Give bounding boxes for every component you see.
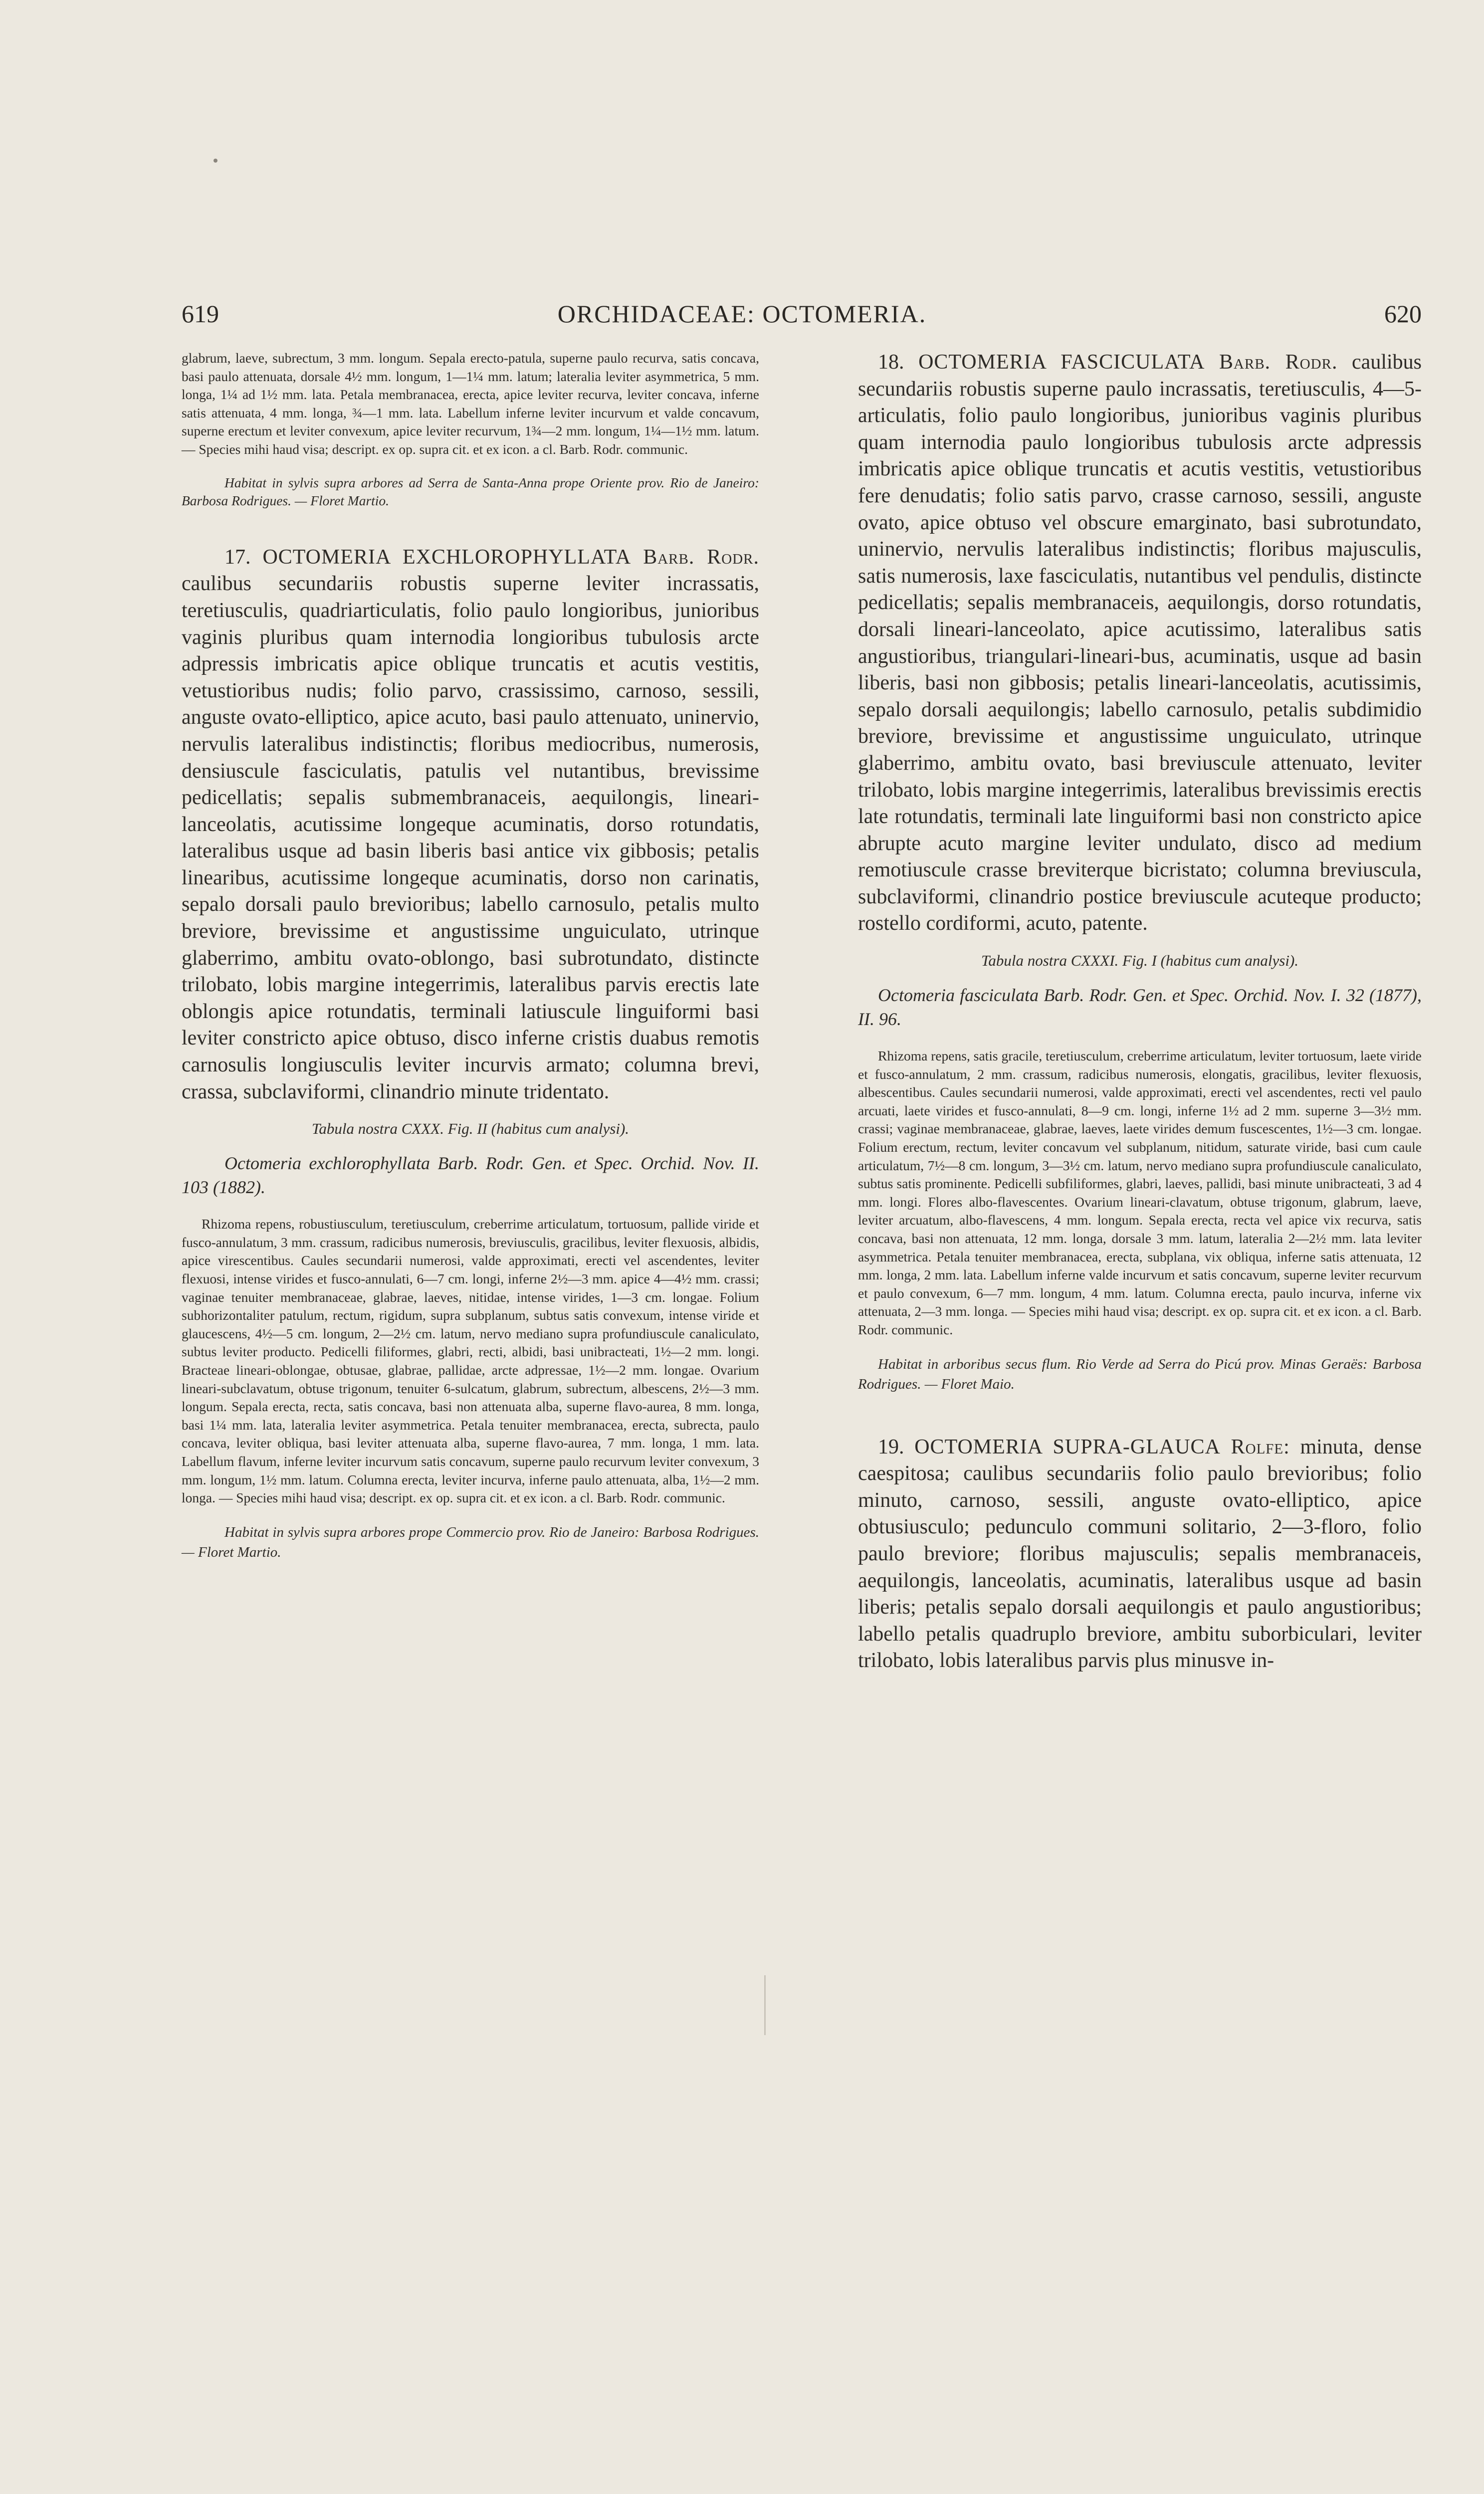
species-19-name: OCTOMERIA SUPRA-GLAUCA — [914, 1435, 1221, 1458]
species-19-author: Rolfe: — [1231, 1435, 1290, 1458]
species-17-synonym: Octomeria exchlorophyllata Barb. Rodr. Gen. et Spec. Orchid. Nov. II. 103 (1882). — [182, 1153, 759, 1198]
species-18-diagnosis: caulibus secundariis robustis superne paulo incrassatis, teretiusculis, 4—5-articulatis, folio paulo longioribus, junioribus vaginis pluribus quam internodia paulo longioribus tubulosis arcte adpressis imbricatis apice oblique truncatis et acutis vestitis, vetustioribus fere denudatis; folio satis parvo, crasse carnoso, sessili, anguste ovato, apice obtuso vel obscure emarginato, basi subrotundato, uninervio, nervulis lateralibus indistinctis; floribus majusculis, satis numerosis, laxe fasciculatis, nutantibus vel pendulis, distincte pedicellatis; sepalis membranaceis, aequilongis, dorso rotundatis, dorsali lineari-lanceolato, apice acutissimo, lateralibus satis angustioribus, triangulari-lineari-bus, acuminatis, usque ad basin liberis, basi non gibbosis; petalis lineari-lanceolatis, acutissimis, sepalo dorsali aequilongis; labello carnosulo, petalis subdimidio breviore, brevissime et angustissime unguiculato, utrinque glaberrimo, ambitu ovato, basi breviuscule attenuato, leviter trilobato, lobis margine integerrimis, lateralibus brevissimis erectis late rotundatis, terminali late linguiformi basi non constricto apice abrupte acuto margine leviter undulato, disco ad medium remotiuscule crasse breviterque bicristato; columna breviuscula, subclaviformi, clinandrio postice breviuscule acuteque producto; rostello cordiformi, acuto, patente. — [858, 351, 1422, 935]
species-19-diagnosis: minuta, dense caespitosa; caulibus secundariis folio paulo brevioribus; folio minuto, carnoso, sessili, anguste ovato-elliptico, apice obtusiusculo; pedunculo communi solitario, 2—3-floro, folio paulo breviore; floribus majusculis; sepalis membranaceis, aequilongis, lanceolatis, acuminatis, lateralibus usque ad basin liberis; petalis sepalo dorsali aequilongis et paulo angustioribus; labello petalis quadruplo breviore, ambitu suborbiculari, leviter trilobato, lobis lateralibus parvis plus minusve in- — [858, 1435, 1422, 1672]
right-column — [858, 349, 1422, 1674]
species-17-diagnosis: caulibus secundariis robustis superne leviter incrassatis, teretiusculis, quadriarticulatis, folio paulo longioribus, junioribus vaginis pluribus quam internodia longioribus tubulosis arcte adpressis imbricatis apice oblique truncatis et acutis vestitis, vetustioribus nudis; folio parvo, crassissimo, carnoso, sessili, anguste ovato-elliptico, apice acuto, basi paulo attenuato, uninervio, nervulis lateralibus indistinctis; floribus mediocribus, numerosis, densiuscule fasciculatis, patulis vel nutantibus, brevissime pedicellatis; sepalis submembranaceis, aequilongis, lineari-lanceolatis, acutissime longeque acuminatis, dorso rotundatis, lateralibus usque ad basin liberis basi antice vix gibbosis; petalis linearibus, acutissime longeque acuminatis, dorso non carinatis, sepalo dorsali paulo brevioribus; labello carnosulo, petalis multo breviore, brevissime et angustissime unguiculato, utrinque glaberrimo, ambitu ovato-oblongo, basi subrotundato, distincte trilobato, lobis margine integerrimis, lateralibus parvis erectis late oblongis apice rotundatis, terminali latiuscule linguiformi basi leviter constricto apice obtuso, disco inferne cristis duabus remotis carnosulis longiusculis leviter incurvis armato; columna brevi, crassa, subclaviformi, clinandrio minute tridentato. — [182, 572, 759, 1103]
left-page-number: 619 — [182, 300, 219, 328]
species-18-tabula: Tabula nostra CXXXI. Fig. I (habitus cum analysi). — [981, 952, 1299, 970]
species-17-heading — [182, 544, 759, 1105]
species-18-number: 18. — [878, 351, 904, 374]
page-header — [0, 299, 1484, 339]
species-19-heading — [858, 1434, 1422, 1674]
species-18-heading — [858, 349, 1422, 937]
left-column — [182, 349, 759, 1562]
species-18-name: OCTOMERIA FASCICULATA — [918, 351, 1205, 374]
running-title: ORCHIDACEAE: OCTOMERIA. — [557, 300, 927, 328]
species-18-author: Barb. Rodr. — [1219, 351, 1338, 374]
species-18-habitat: Habitat in arboribus secus flum. Rio Verde ad Serra do Picú prov. Minas Geraës: Barbosa Rodrigues. — Floret Maio. — [858, 1356, 1422, 1392]
species-17-name: OCTOMERIA EXCHLOROPHYLLATA — [262, 545, 632, 569]
species-17-tabula: Tabula nostra CXXX. Fig. II (habitus cum analysi). — [311, 1120, 630, 1138]
right-page-number: 620 — [1384, 300, 1422, 328]
species-17-author: Barb. Rodr. — [643, 545, 760, 569]
species-17-description: Rhizoma repens, robustiusculum, teretiusculum, creberrime articulatum, tortuosum, pallide viride et fusco-annulatum, 3 mm. crassum, radicibus numerosis, breviusculis, gracilibus, leviter flexuosis, albidis, apice virescentibus. Caules secundarii numerosi, valde approximati, erecti vel ascendentes, leviter flexuosi, intense virides et fusco-annulati, 6—7 cm. longi, inferne 2½—3 mm. apice 4—4½ mm. crassi; vaginae tenuiter membranaceae, glabrae, laeves, nitidae, intense virides, 1—3 cm. longae. Folium subhorizontaliter patulum, rectum, rigidum, supra subplanum, subtus satis convexum, intense viride et glaucescens, 4½—5 cm. longum, 2—2½ cm. latum, nervo mediano supra profundiuscule canaliculato, subtus leviter producto. Pedicelli filiformes, glabri, recti, albidi, basi unibracteati, 1½—2 mm. longi. Bracteae lineari-oblongae, obtusae, glabrae, pallidae, arcte adpressae, 1½—2 mm. longae. Ovarium lineari-subclavatum, obtuse trigonum, tenuiter 6-sulcatum, glabrum, subrectum, albescens, 2½—3 mm. longum. Sepala erecta, recta, satis concava, basi non attenuata alba, superne flavo-aurea, 8 mm. longa, basi 1¼ mm. lata, lateralia leviter asymmetrica. Petala tenuiter membranacea, erecta, subrecta, paulo concava, leviter obliqua, basi leviter attenuata alba, superne flavo-aurea, 7 mm. longa, 1 mm. lata. Labellum flavum, inferne leviter incurvum satis concavum, superne paulo recurvum leviter convexum, 3 mm. longum, 1½ mm. latum. Columna erecta, leviter incurva, inferne paulo attenuata, alba, 1½—2 mm. longa. — Species mihi haud visa; descript. ex op. supra cit. et ex icon. a cl. Barb. Rodr. communic. — [182, 1216, 759, 1506]
carryover-description: glabrum, laeve, subrectum, 3 mm. longum. Sepala erecto-patula, superne paulo recurva, satis concava, basi paulo attenuata, dorsale 4½ mm. longum, 1—1¼ mm. latum; lateralia leviter asymmetrica, 5 mm. longa, 1¼ ad 1½ mm. lata. Petala membranacea, erecta, apice leviter recurva, leviter concava, inferne satis attenuata, 4 mm. longa, ¾—1 mm. lata. Labellum inferne leviter incurvum et valde concavum, superne erectum et leviter convexum, apice leviter recurvum, 1¾—2 mm. longum, 1¼—1½ mm. latum. — Species mihi haud visa; descript. ex op. supra cit. et ex icon. a cl. Barb. Rodr. communic. — [182, 350, 759, 457]
species-17-number: 17. — [224, 545, 251, 569]
species-18-description: Rhizoma repens, satis gracile, teretiusculum, creberrime articulatum, leviter tortuosum, laete viride et fusco-annulatum, 2 mm. crassum, radicibus numerosis, elongatis, gracilibus, leviter flexuosis, albescentibus. Caules secundarii numerosi, valde approximati, erecti vel ascendentes, recti vel paulo arcuati, laete virides et fusco-annulati, 8—9 cm. longi, inferne 1½ ad 2 mm. superne 3—3½ mm. crassi; vaginae membranaceae, glabrae, laeves, laete virides demum fuscescentes, 1½—3 cm. longae. Folium erectum, rectum, leviter concavum vel subplanum, nitidum, saturate viride, basi cum caule articulatum, 7½—8 cm. longum, 3—3½ cm. latum, nervo mediano supra profundiuscule canaliculato, subtus satis prominente. Pedicelli subfiliformes, glabri, laeves, pallidi, basi minute unibracteati, 3 ad 4 mm. longi. Flores albo-flavescentes. Ovarium lineari-clavatum, obtuse trigonum, glabrum, laeve, leviter arcuatum, albo-flavescens, 4 mm. longum. Sepala erecta, recta vel apice vix recurva, satis concava, basi non attenuata, 12 mm. longa, dorsale 3 mm. latum, lateralia 2—2½ mm. lata leviter asymmetrica. Petala tenuiter membranacea, erecta, subplana, vix obliqua, inferne satis attenuata, 12 mm. longa, 2 mm. lata. Labellum inferne valde incurvum et satis concavum, superne leviter recurvum et paulo convexum, 6—7 mm. longum, 4 mm. latum. Columna erecta, paulo incurva, inferne vix attenuata, 2—3 mm. longa. — Species mihi haud visa; descript. ex op. supra cit. et ex icon. a cl. Barb. Rodr. communic. — [858, 1048, 1422, 1337]
habitat-16: Habitat in sylvis supra arbores ad Serra de Santa-Anna prope Oriente prov. Rio de Janeiro: Barbosa Rodrigues. — Floret Martio. — [182, 474, 759, 509]
column-divider-mark — [764, 1975, 766, 2035]
species-19-number: 19. — [878, 1435, 904, 1458]
species-17-habitat: Habitat in sylvis supra arbores prope Commercio prov. Rio de Janeiro: Barbosa Rodrigues. — Floret Martio. — [182, 1524, 759, 1560]
species-18-synonym: Octomeria fasciculata Barb. Rodr. Gen. et Spec. Orchid. Nov. I. 32 (1877), II. 96. — [858, 985, 1422, 1030]
paper-speck — [213, 159, 217, 163]
